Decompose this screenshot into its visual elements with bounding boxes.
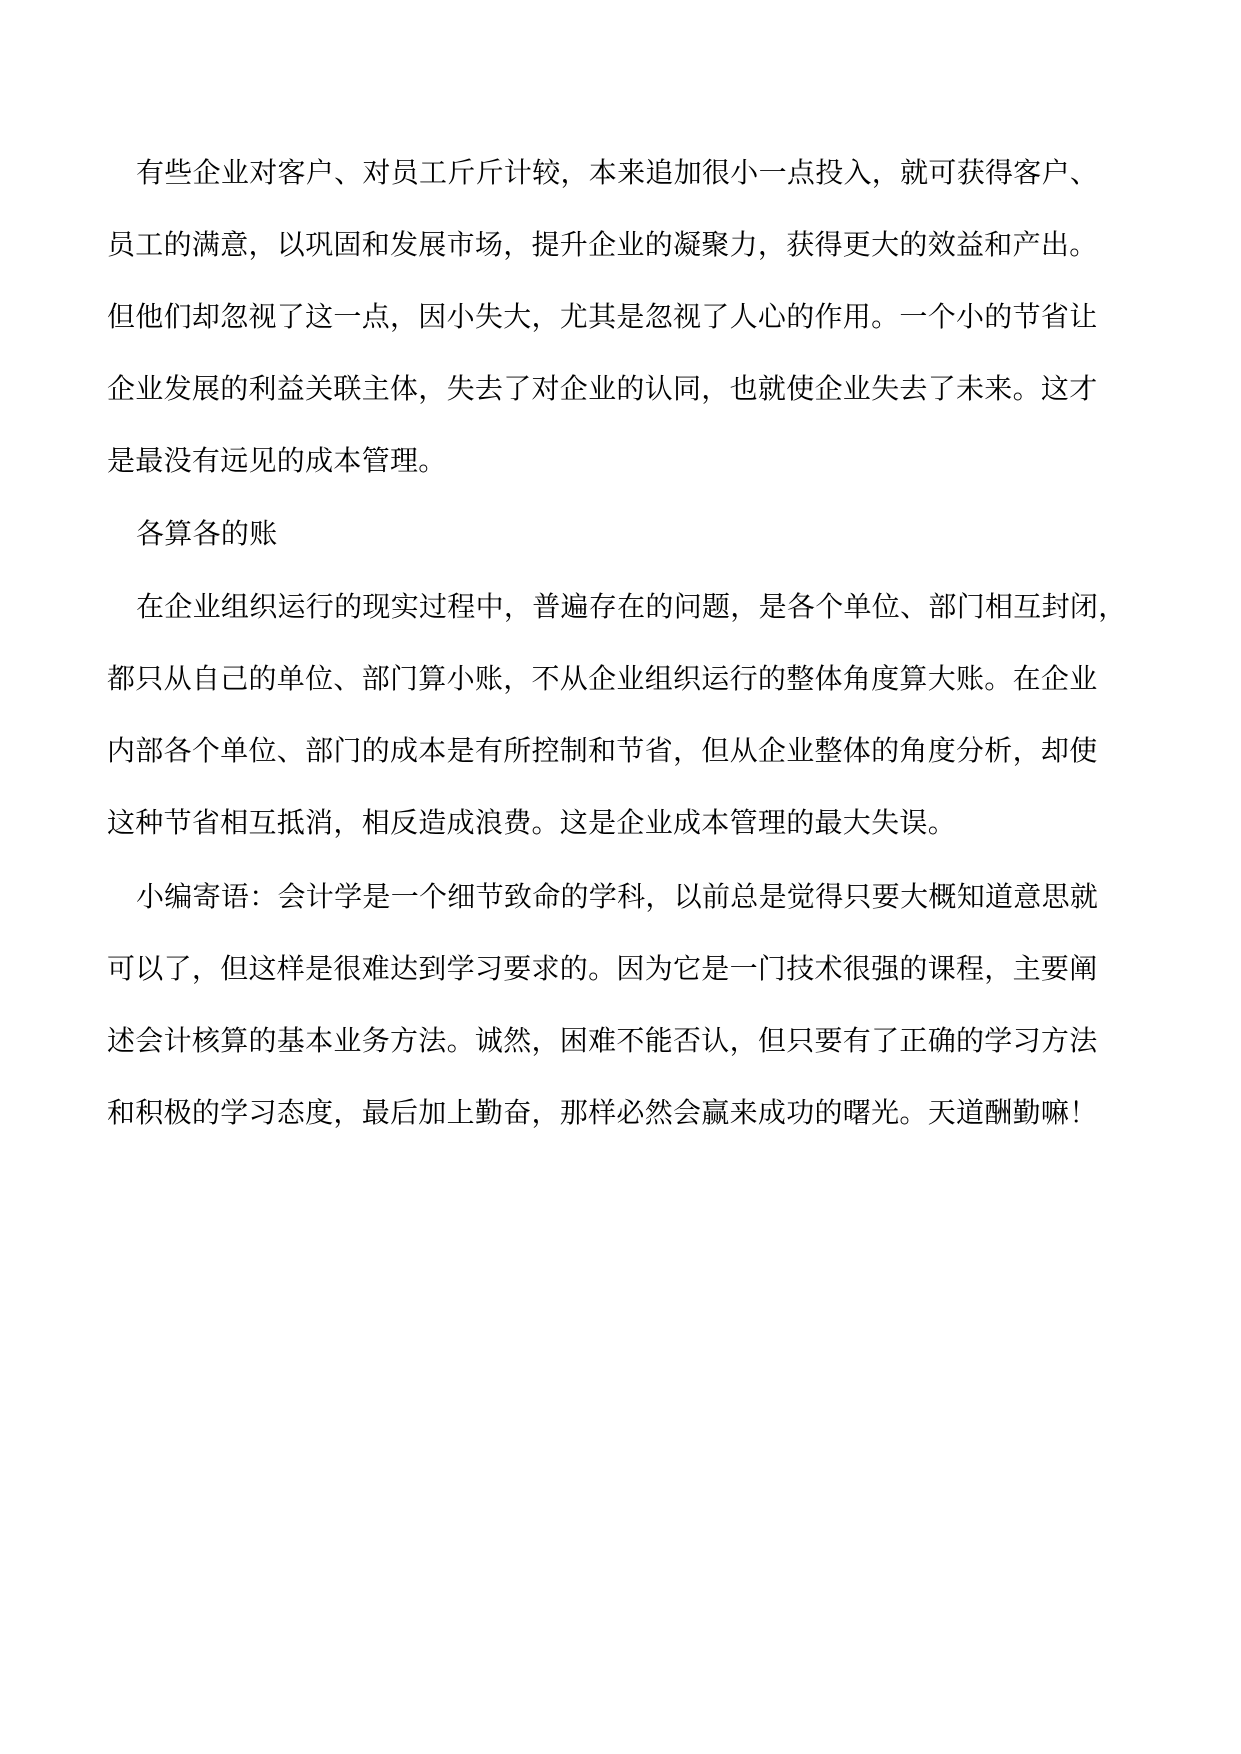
paragraph-1-line-1: 有些企业对客户、对员工斤斤计较，本来追加很小一点投入，就可获得客户、 bbox=[136, 156, 1099, 189]
section-heading: 各算各的账 bbox=[136, 517, 278, 550]
paragraph-1-line-5: 是最没有远见的成本管理。 bbox=[107, 444, 447, 477]
paragraph-2-line-3: 内部各个单位、部门的成本是有所控制和节省，但从企业整体的角度分析，却使 bbox=[107, 734, 1098, 767]
paragraph-3-line-2: 可以了，但这样是很难达到学习要求的。因为它是一门技术很强的课程，主要阐 bbox=[107, 952, 1098, 985]
paragraph-1-line-3: 但他们却忽视了这一点，因小失大，尤其是忽视了人心的作用。一个小的节省让 bbox=[107, 300, 1098, 333]
paragraph-2-line-2: 都只从自己的单位、部门算小账，不从企业组织运行的整体角度算大账。在企业 bbox=[107, 662, 1098, 695]
paragraph-3-line-3: 述会计核算的基本业务方法。诚然，困难不能否认，但只要有了正确的学习方法 bbox=[107, 1024, 1098, 1057]
paragraph-2-line-1: 在企业组织运行的现实过程中，普遍存在的问题，是各个单位、部门相互封闭， bbox=[136, 590, 1127, 623]
paragraph-1-line-2: 员工的满意，以巩固和发展市场，提升企业的凝聚力，获得更大的效益和产出。 bbox=[107, 228, 1098, 261]
paragraph-2-line-4: 这种节省相互抵消，相反造成浪费。这是企业成本管理的最大失误。 bbox=[107, 806, 957, 839]
paragraph-3-line-1: 小编寄语：会计学是一个细节致命的学科，以前总是觉得只要大概知道意思就 bbox=[136, 880, 1099, 913]
paragraph-3-line-4: 和积极的学习态度，最后加上勤奋，那样必然会赢来成功的曙光。天道酬勤嘛！ bbox=[107, 1096, 1098, 1129]
paragraph-1-line-4: 企业发展的利益关联主体，失去了对企业的认同，也就使企业失去了未来。这才 bbox=[107, 372, 1098, 405]
